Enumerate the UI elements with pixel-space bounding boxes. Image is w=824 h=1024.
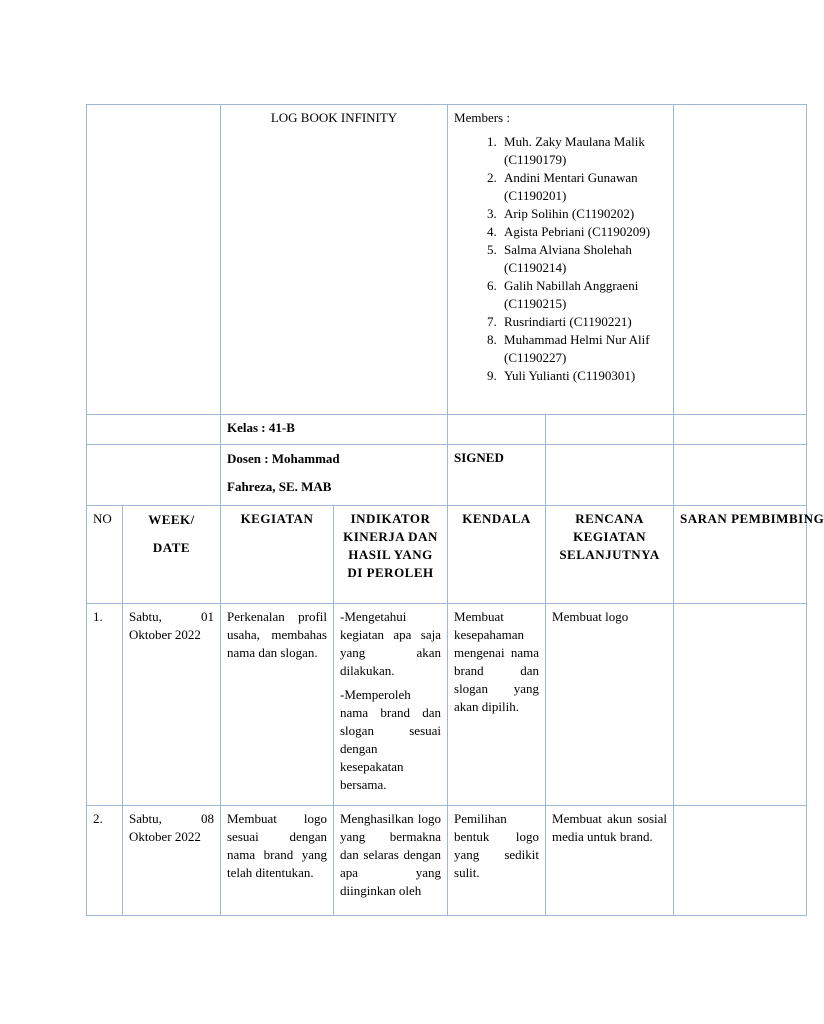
header-week-date xyxy=(123,506,221,604)
dosen-line: Dosen : Mohammad xyxy=(227,451,340,466)
member-item: 5. Salma Alviana Sholehah (C1190214) xyxy=(500,241,667,277)
title-row xyxy=(87,105,807,415)
row-number: 2. xyxy=(87,806,123,916)
member-item: 7. Rusrindiarti (C1190221) xyxy=(500,313,667,331)
signed-label: SIGNED xyxy=(448,445,546,506)
row-date: Sabtu, 08 Oktober 2022 xyxy=(123,806,221,916)
blank-cell xyxy=(674,445,807,506)
row-date: Sabtu, 01 Oktober 2022 xyxy=(123,604,221,806)
table-row xyxy=(87,604,807,806)
blank-cell xyxy=(674,105,807,415)
signature-cell xyxy=(546,445,674,506)
blank-cell xyxy=(546,415,674,445)
blank-cell xyxy=(87,415,221,445)
dosen-line: Fahreza, SE. MAB xyxy=(227,479,332,494)
table-row xyxy=(87,806,807,916)
member-item: 8. Muhammad Helmi Nur Alif (C1190227) xyxy=(500,331,667,367)
members-label: Members : xyxy=(454,110,510,125)
member-item: 4. Agista Pebriani (C1190209) xyxy=(500,223,667,241)
indikator-point: -Mengetahui kegiatan apa saja yang akan dilakukan. xyxy=(340,609,442,678)
dosen-row xyxy=(87,445,807,506)
header-row xyxy=(87,506,807,604)
header-kendala: KENDALA xyxy=(448,506,546,604)
logbook-table xyxy=(86,104,824,916)
row-saran xyxy=(674,806,807,916)
blank-cell xyxy=(674,415,807,445)
blank-cell xyxy=(87,105,221,415)
member-item: 3. Arip Solihin (C1190202) xyxy=(500,205,667,223)
header-rencana: RENCANA KEGIATAN SELANJUTNYA xyxy=(546,506,674,604)
row-indikator xyxy=(334,806,448,916)
dosen-cell xyxy=(221,445,448,506)
header-no: NO xyxy=(87,506,123,604)
logbook-title: LOG BOOK INFINITY xyxy=(221,105,448,415)
row-kegiatan: Membuat logo sesuai dengan nama brand yang telah ditentukan. xyxy=(221,806,334,916)
kelas-row xyxy=(87,415,807,445)
row-number: 1. xyxy=(87,604,123,806)
header-date: DATE xyxy=(152,540,191,555)
row-saran xyxy=(674,604,807,806)
member-item: 9. Yuli Yulianti (C1190301) xyxy=(500,367,667,385)
member-item: 2. Andini Mentari Gunawan (C1190201) xyxy=(500,169,667,205)
indikator-text: Menghasilkan logo yang bermakna dan selaras dengan apa yang diinginkan oleh xyxy=(340,811,442,898)
row-kendala: Membuat kesepahaman mengenai nama brand dan slogan yang akan dipilih. xyxy=(448,604,546,806)
row-kendala: Pemilihan bentuk logo yang sedikit sulit. xyxy=(448,806,546,916)
row-rencana: Membuat akun sosial media untuk brand. xyxy=(546,806,674,916)
row-kegiatan: Perkenalan profil usaha, membahas nama dan slogan. xyxy=(221,604,334,806)
blank-cell xyxy=(448,415,546,445)
member-item: 6. Galih Nabillah Anggraeni (C1190215) xyxy=(500,277,667,313)
header-saran: SARAN PEMBIMBING xyxy=(674,506,807,604)
members-cell xyxy=(448,105,674,415)
header-kegiatan: KEGIATAN xyxy=(221,506,334,604)
header-week: WEEK/ xyxy=(148,512,195,527)
blank-cell xyxy=(87,445,221,506)
kelas-label: Kelas : 41-B xyxy=(221,415,448,445)
row-indikator xyxy=(334,604,448,806)
member-item: 1. Muh. Zaky Maulana Malik (C1190179) xyxy=(500,133,667,169)
indikator-point: -Memperoleh nama brand dan slogan sesuai dengan kesepakatan bersama. xyxy=(340,687,442,792)
members-list xyxy=(454,133,667,385)
header-indikator: INDIKATOR KINERJA DAN HASIL YANG DI PEROLEH xyxy=(334,506,448,604)
row-rencana: Membuat logo xyxy=(546,604,674,806)
